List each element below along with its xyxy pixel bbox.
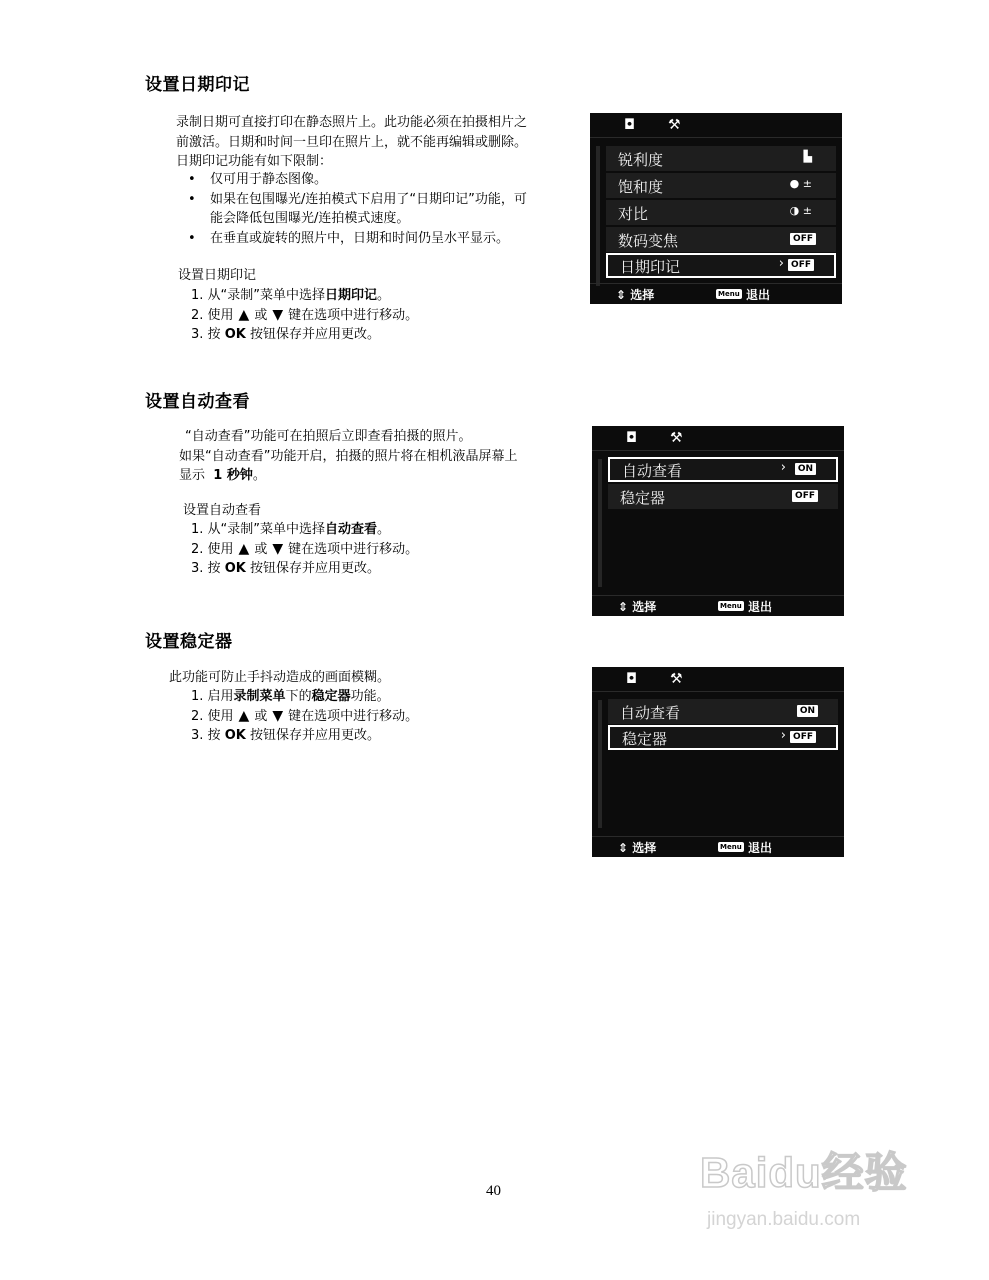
step-3: 3. 按 OK 按钮保存并应用更改。 — [191, 327, 380, 342]
menu-item-auto-review[interactable]: 自动查看 ON — [608, 699, 838, 724]
exit-hint: 退出 — [748, 600, 773, 614]
menu-button-icon: Menu — [720, 602, 742, 610]
status-badge: ON — [795, 463, 816, 475]
select-hint: ⇕ 选择 — [618, 600, 657, 614]
section-intro: 此功能可防止手抖动造成的画面模糊。 — [169, 670, 391, 685]
menu-item-stabilizer[interactable]: 稳定器 › OFF — [608, 725, 838, 750]
intro-line: 录制日期可直接打印在静态照片上。此功能必须在拍摄相片之 — [176, 115, 528, 130]
down-arrow-icon: ▼ — [272, 306, 284, 323]
menu-button-icon: Menu — [720, 843, 742, 851]
step-2: 2. 使用 ▲ 或 ▼ 键在选项中进行移动。 — [191, 540, 418, 560]
intro-line: 显示 1 秒钟。 — [179, 468, 266, 483]
step-3: 3. 按 OK 按钮保存并应用更改。 — [191, 561, 380, 576]
updown-arrows-icon: ⇕ — [616, 288, 627, 302]
camera-icon[interactable]: ◘ — [626, 671, 638, 687]
menu-footer — [590, 283, 842, 304]
bullet-mark: • — [188, 191, 196, 207]
list-item — [188, 229, 527, 249]
chevron-right-icon: › — [780, 728, 786, 743]
section-title-stabilizer: 设置稳定器 — [145, 632, 233, 652]
updown-arrows-icon: ⇕ — [618, 600, 629, 614]
contrast-icon: ◑ ± — [789, 204, 812, 217]
section-intro — [176, 113, 527, 172]
step-2: 2. 使用 ▲ 或 ▼ 键在选项中进行移动。 — [191, 306, 418, 326]
step-1: 1. 从“录制”菜单中选择日期印记。 — [191, 288, 391, 303]
scrollbar[interactable] — [598, 459, 602, 587]
bullet-mark: • — [188, 172, 196, 187]
scrollbar[interactable] — [596, 146, 600, 286]
section-title-auto-review: 设置自动查看 — [145, 392, 250, 412]
intro-line: “自动查看”功能可在拍照后立即查看拍摄的照片。 — [185, 429, 472, 444]
bullet-text: 仅可用于静态图像。 — [210, 172, 328, 187]
step-1: 1. 启用录制菜单下的稳定器功能。 — [191, 689, 390, 704]
updown-arrows-icon: ⇕ — [618, 841, 629, 855]
baidu-watermark-logo: Baidu经验 — [700, 1149, 908, 1196]
chevron-right-icon: › — [778, 256, 784, 271]
up-arrow-icon: ▲ — [238, 540, 250, 557]
intro-line: 日期印记功能有如下限制： — [176, 154, 333, 169]
list-item — [188, 190, 527, 210]
camera-icon[interactable]: ◘ — [626, 430, 638, 446]
intro-line: 如果“自动查看”功能开启，拍摄的照片将在相机液晶屏幕上 — [179, 448, 518, 464]
list-item — [188, 170, 527, 190]
bullet-list — [188, 170, 527, 248]
up-arrow-icon: ▲ — [238, 707, 250, 724]
status-badge: OFF — [790, 731, 816, 743]
select-hint: ⇕ 选择 — [616, 288, 655, 302]
steps-title: 设置日期印记 — [178, 268, 257, 283]
wrench-icon[interactable]: ⚒ — [670, 430, 683, 446]
steps-title: 设置自动查看 — [183, 503, 262, 518]
step-3: 3. 按 OK 按钮保存并应用更改。 — [191, 728, 380, 743]
step-2: 2. 使用 ▲ 或 ▼ 键在选项中进行移动。 — [191, 707, 418, 727]
menu-item-date-stamp[interactable]: 日期印记 › OFF — [606, 253, 836, 278]
saturation-icon: ● ± — [789, 177, 812, 190]
wrench-icon[interactable]: ⚒ — [670, 671, 683, 687]
exit-hint: 退出 — [746, 288, 771, 302]
menu-item-auto-review[interactable]: 自动查看 › ON — [608, 457, 838, 482]
bullet-text: 在垂直或旋转的照片中，日期和时间仍呈水平显示。 — [210, 230, 510, 246]
wrench-icon[interactable]: ⚒ — [668, 117, 681, 133]
camera-icon[interactable]: ◘ — [624, 117, 636, 133]
menu-footer — [592, 595, 844, 616]
down-arrow-icon: ▼ — [272, 540, 284, 557]
menu-button-icon: Menu — [718, 290, 740, 298]
intro-line: 前激活。日期和时间一旦印在照片上，就不能再编辑或删除。 — [176, 134, 528, 150]
exit-hint: 退出 — [748, 841, 773, 855]
watermark-url: jingyan.baidu.com — [707, 1209, 861, 1230]
steps-list — [191, 286, 418, 345]
bullet-text: 能会降低包围曝光/连拍模式速度。 — [210, 211, 410, 226]
section-intro — [179, 427, 517, 486]
menu-tab-bar — [592, 667, 844, 692]
down-arrow-icon: ▼ — [272, 707, 284, 724]
up-arrow-icon: ▲ — [238, 306, 250, 323]
status-badge: OFF — [792, 490, 818, 502]
list-item-continuation — [210, 209, 527, 229]
bullet-text: 如果在包围曝光/连拍模式下启用了“日期印记”功能，可 — [210, 191, 527, 207]
menu-item-contrast[interactable]: 对比 ◑ ± — [606, 200, 836, 225]
menu-tab-bar — [590, 113, 842, 138]
camera-menu-screen — [592, 426, 844, 616]
camera-menu-screen — [590, 113, 842, 304]
select-hint: ⇕ 选择 — [618, 841, 657, 855]
steps-list — [191, 520, 418, 579]
sharpness-icon: ▙ — [803, 150, 812, 163]
page-number: 40 — [486, 1183, 501, 1199]
menu-item-digital-zoom[interactable]: 数码变焦 OFF — [606, 227, 836, 252]
menu-item-stabilizer[interactable]: 稳定器 OFF — [608, 484, 838, 509]
steps-list — [191, 687, 418, 746]
menu-footer — [592, 836, 844, 857]
bullet-mark: • — [188, 230, 196, 246]
chevron-right-icon: › — [780, 460, 786, 475]
camera-menu-screen — [592, 667, 844, 857]
section-title-date-stamp: 设置日期印记 — [145, 75, 250, 95]
step-1: 1. 从“录制”菜单中选择自动查看。 — [191, 522, 391, 537]
status-badge: ON — [797, 705, 818, 717]
menu-item-sharpness[interactable]: 锐利度 ▙ — [606, 146, 836, 171]
menu-item-saturation[interactable]: 饱和度 ● ± — [606, 173, 836, 198]
status-badge: OFF — [788, 259, 814, 271]
scrollbar[interactable] — [598, 700, 602, 828]
menu-tab-bar — [592, 426, 844, 451]
status-badge: OFF — [790, 233, 816, 245]
